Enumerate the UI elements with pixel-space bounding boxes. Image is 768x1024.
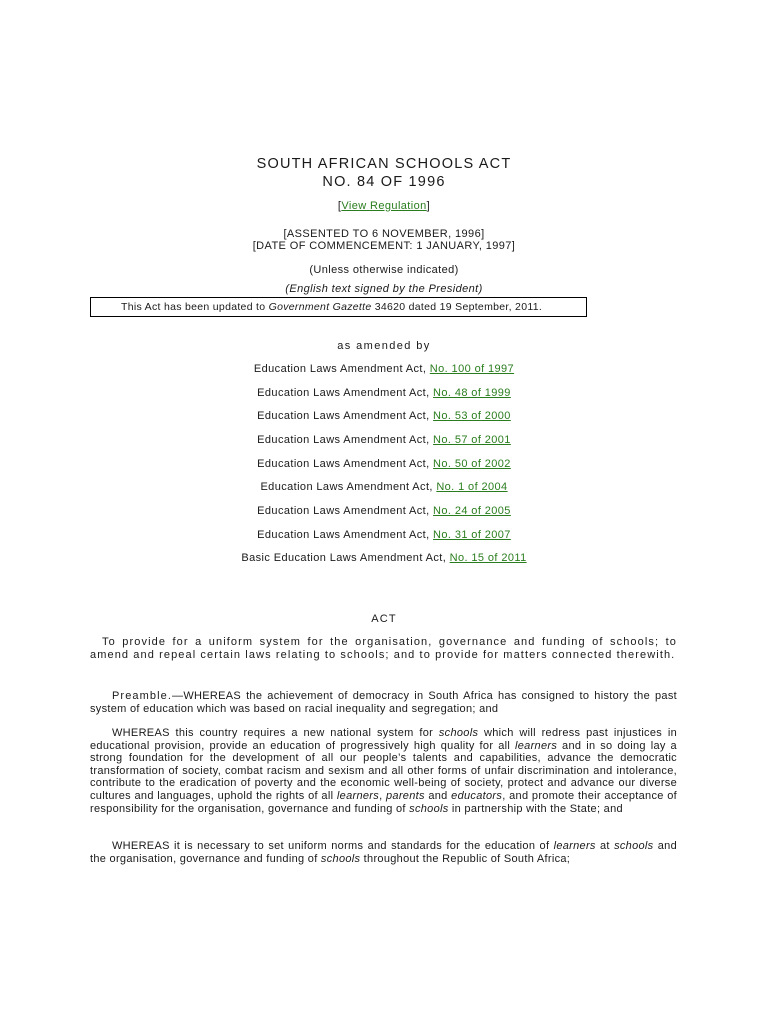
- act-heading: ACT: [371, 613, 397, 625]
- amendment-row: Education Laws Amendment Act, No. 1 of 2004: [260, 481, 508, 493]
- view-regulation-link[interactable]: View Regulation: [341, 200, 427, 212]
- english-signed-note: (English text signed by the President): [285, 283, 483, 295]
- act-title: SOUTH AFRICAN SCHOOLS ACT: [256, 156, 512, 172]
- amendment-row: Education Laws Amendment Act, No. 57 of 2001: [257, 434, 511, 446]
- amendment-link[interactable]: No. 31 of 2007: [433, 529, 511, 541]
- unless-indicated: (Unless otherwise indicated): [309, 264, 459, 276]
- amendment-link[interactable]: No. 48 of 1999: [433, 387, 511, 399]
- assented-date: [ASSENTED TO 6 NOVEMBER, 1996]: [283, 228, 485, 240]
- preamble-label: Preamble.: [112, 690, 173, 702]
- amendment-row: Education Laws Amendment Act, No. 24 of 2005: [257, 505, 511, 517]
- amended-by-heading: as amended by: [337, 340, 431, 352]
- amendment-link[interactable]: No. 15 of 2011: [449, 552, 527, 564]
- preamble-paragraph-1: Preamble.—WHEREAS the achievement of democracy in South Africa has consigned to history the past system of education which was based on racial inequality and segregation; and: [90, 690, 677, 715]
- amendment-link[interactable]: No. 1 of 2004: [436, 481, 508, 493]
- preamble-paragraph-3: WHEREAS it is necessary to set uniform norms and standards for the education of learners at schools and the organisation, governance and funding of schools throughout the Republic of South Africa;: [90, 840, 677, 865]
- amendment-row: Basic Education Laws Amendment Act, No. 15 of 2011: [241, 552, 527, 564]
- amendment-row: Education Laws Amendment Act, No. 53 of 2000: [257, 410, 511, 422]
- preamble-paragraph-2: WHEREAS this country requires a new national system for schools which will redress past injustices in educational provision, provide an education of progressively high quality for all learners and in so doing lay a strong foundation for the development of all our people’s talents and capabilities, advance the democratic transformation of society, combat racism and sexism and all other forms of unfair discrimination and intolerance, contribute to the eradication of poverty and the economic well-being of society, protect and advance our diverse cultures and languages, uphold the rights of all learners, parents and educators, and promote their acceptance of responsibility for the organisation, governance and funding of schools in partnership with the State; and: [90, 727, 678, 815]
- amendment-link[interactable]: No. 57 of 2001: [433, 434, 511, 446]
- amendment-row: Education Laws Amendment Act, No. 50 of 2002: [257, 458, 511, 470]
- commencement-date: [DATE OF COMMENCEMENT: 1 JANUARY, 1997]: [252, 240, 516, 252]
- act-number: NO. 84 OF 1996: [322, 174, 446, 190]
- act-purpose: To provide for a uniform system for the organisation, governance and funding of schools; to amend and repeal certain laws relating to schools; and to provide for matters connected therewith.: [90, 636, 677, 661]
- amendment-row: Education Laws Amendment Act, No. 31 of 2007: [257, 529, 511, 541]
- update-notice-box: This Act has been updated to Government Gazette 34620 dated 19 September, 2011.: [90, 297, 587, 317]
- gazette-title: Government Gazette: [268, 301, 372, 313]
- amendment-link[interactable]: No. 53 of 2000: [433, 410, 511, 422]
- view-regulation-line: [View Regulation]: [337, 200, 431, 212]
- amendment-link[interactable]: No. 24 of 2005: [433, 505, 511, 517]
- amendment-row: Education Laws Amendment Act, No. 48 of 1999: [257, 387, 511, 399]
- amendment-link[interactable]: No. 100 of 1997: [429, 363, 515, 375]
- amendment-link[interactable]: No. 50 of 2002: [433, 458, 511, 470]
- amendment-row: Education Laws Amendment Act, No. 100 of 1997: [253, 363, 515, 375]
